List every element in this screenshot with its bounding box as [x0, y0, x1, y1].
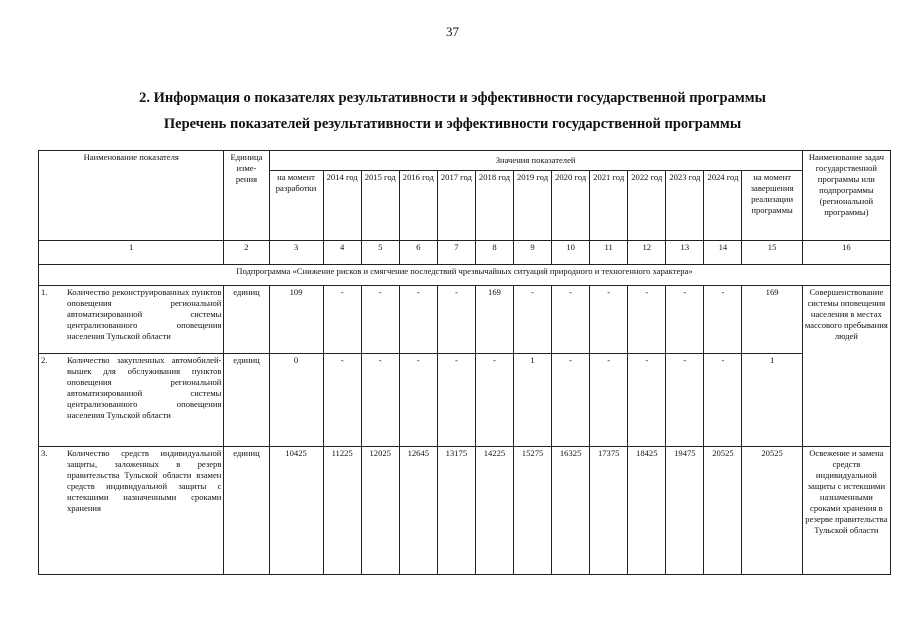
value-year: -	[323, 286, 361, 354]
column-number: 5	[361, 241, 399, 265]
column-number: 4	[323, 241, 361, 265]
row-number: 1.	[41, 287, 48, 297]
indicator-name-cell	[39, 354, 224, 447]
header-year: 2019 год	[514, 171, 552, 241]
value-dev: 10425	[269, 447, 323, 575]
value-year: -	[323, 354, 361, 447]
value-year: -	[399, 286, 437, 354]
header-task-name: Наименование задач государственной программы или подпрограммы (региональной программы)	[802, 151, 890, 241]
column-number: 13	[666, 241, 704, 265]
column-number: 1	[39, 241, 224, 265]
header-unit: Единица изме-рения	[224, 151, 269, 241]
table-row	[39, 354, 891, 447]
task-description: Освежение и замена средств индивидуальной защиты с истекшими назначенными сроками хранения в резерве правительства Тульской области	[802, 447, 890, 575]
page-number: 37	[446, 24, 459, 39]
value-year: 169	[475, 286, 513, 354]
header-year: 2018 год	[475, 171, 513, 241]
unit-value: единиц	[224, 286, 269, 354]
value-year: 15275	[514, 447, 552, 575]
header-year: 2021 год	[590, 171, 628, 241]
header-year: 2015 год	[361, 171, 399, 241]
value-year: -	[590, 354, 628, 447]
header-year: 2014 год	[323, 171, 361, 241]
subprogram-title: Подпрограмма «Снижение рисков и смягчение последствий чрезвычайных ситуаций природного и техногенного характера»	[39, 265, 891, 286]
value-year: 16325	[552, 447, 590, 575]
section-title: 2. Информация о показателях результативности и эффективности государственной программы	[139, 90, 766, 106]
value-year: 19475	[666, 447, 704, 575]
value-year: 17375	[590, 447, 628, 575]
column-number: 15	[742, 241, 802, 265]
column-number: 7	[437, 241, 475, 265]
list-title: Перечень показателей результативности и эффективности государственной программы	[163, 116, 742, 132]
column-number: 11	[590, 241, 628, 265]
value-year: -	[552, 354, 590, 447]
value-year: -	[666, 286, 704, 354]
header-year: 2020 год	[552, 171, 590, 241]
value-end: 1	[742, 354, 802, 447]
value-year: -	[704, 354, 742, 447]
header-year: 2024 год	[704, 171, 742, 241]
value-year: -	[361, 354, 399, 447]
value-year: -	[361, 286, 399, 354]
indicators-table	[38, 150, 891, 575]
value-year: 13175	[437, 447, 475, 575]
value-year: -	[552, 286, 590, 354]
value-end: 20525	[742, 447, 802, 575]
value-year: -	[704, 286, 742, 354]
value-dev: 109	[269, 286, 323, 354]
unit-value: единиц	[224, 354, 269, 447]
header-values-group: Значения показателей	[269, 151, 802, 171]
value-year: -	[514, 286, 552, 354]
column-number: 8	[475, 241, 513, 265]
value-year: -	[399, 354, 437, 447]
value-year: -	[437, 354, 475, 447]
value-year: 18425	[628, 447, 666, 575]
value-year: 12645	[399, 447, 437, 575]
header-year: 2016 год	[399, 171, 437, 241]
value-year: 1	[514, 354, 552, 447]
column-number: 12	[628, 241, 666, 265]
value-year: -	[475, 354, 513, 447]
value-end: 169	[742, 286, 802, 354]
column-number: 14	[704, 241, 742, 265]
header-year: 2023 год	[666, 171, 704, 241]
value-year: -	[666, 354, 704, 447]
column-number: 2	[224, 241, 269, 265]
header-year: 2022 год	[628, 171, 666, 241]
column-number: 9	[514, 241, 552, 265]
row-number: 2.	[41, 355, 48, 365]
table-row	[39, 447, 891, 575]
indicator-name: Количество закупленных автомобилей-вышек для обслуживания пунктов оповещения региональной автоматизированной системы централизованного оповещения населения Тульской области	[67, 355, 222, 420]
value-year: 20525	[704, 447, 742, 575]
value-year: -	[628, 354, 666, 447]
value-year: -	[628, 286, 666, 354]
table-row	[39, 286, 891, 354]
indicator-name-cell	[39, 286, 224, 354]
value-year: 14225	[475, 447, 513, 575]
column-number: 3	[269, 241, 323, 265]
column-number: 6	[399, 241, 437, 265]
value-year: -	[437, 286, 475, 354]
header-end-moment: на момент завершения реализации программы	[742, 171, 802, 241]
indicator-name: Количество средств индивидуальной защиты, заложенных в резерв правительства Тульской области взамен средств индивидуальной защиты с истекшими назначенными сроками хранения	[67, 448, 222, 513]
value-dev: 0	[269, 354, 323, 447]
task-description: Совершенствование системы оповещения населения в местах массового пребывания людей	[802, 286, 890, 447]
indicator-name-cell	[39, 447, 224, 575]
header-indicator-name: Наименование показателя	[39, 151, 224, 241]
value-year: 12025	[361, 447, 399, 575]
value-year: 11225	[323, 447, 361, 575]
column-number: 10	[552, 241, 590, 265]
column-number: 16	[802, 241, 890, 265]
indicator-name: Количество реконструированных пунктов оповещения региональной автоматизированной системы централизованного оповещения населения Тульской области	[67, 287, 222, 341]
header-year: 2017 год	[437, 171, 475, 241]
row-number: 3.	[41, 448, 48, 458]
value-year: -	[590, 286, 628, 354]
header-dev-moment: на момент разработки	[269, 171, 323, 241]
unit-value: единиц	[224, 447, 269, 575]
